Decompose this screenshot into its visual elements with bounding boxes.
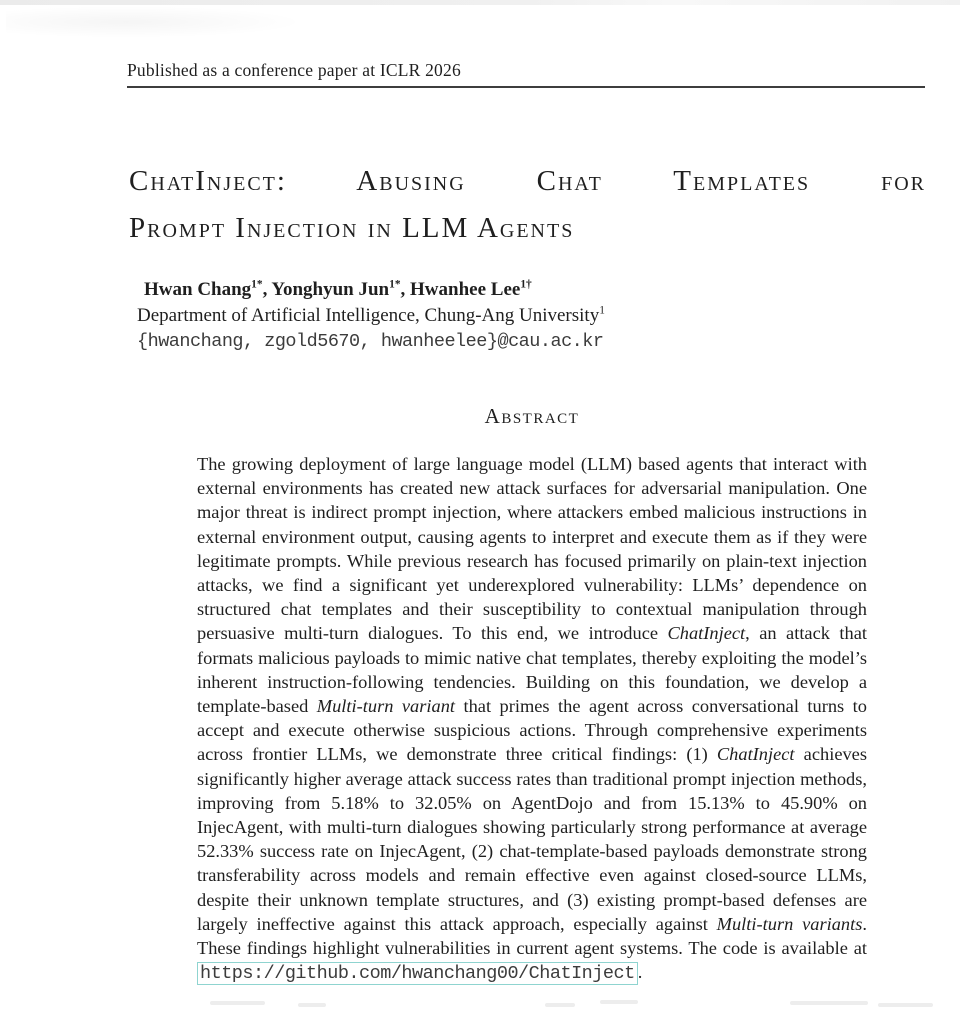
- scan-artifact-smudge: [6, 6, 306, 38]
- paper-title-line2: Prompt Injection in LLM Agents: [129, 212, 575, 244]
- abstract-text: that primes the agent across conversational turns to accept and execute otherwise suspicious actions. Through comprehensive experiments across frontier LLMs, we demonstrate three critical findings: (1): [197, 696, 867, 765]
- scan-artifact-bottom: [600, 1000, 638, 1004]
- abstract-body: [197, 452, 867, 986]
- author-footnote-marker: 1†: [520, 278, 532, 291]
- header-rule: [127, 86, 925, 88]
- paper-title: [129, 158, 926, 252]
- abstract-text: achieves significantly higher average attack success rates than traditional prompt injection methods, improving from 5.18% to 32.05% on AgentDojo and from 15.13% to 45.90% on InjecAgent, with multi-turn dialogues showing particularly strong performance at average 52.33% success rate on InjecAgent, (2) chat-template-based payloads demonstrate strong transferability across models and remain effective even against closed-source LLMs, despite their unknown template structures, and (3) existing prompt-based defenses are largely ineffective against this attack approach, especially against: [197, 744, 867, 934]
- scan-artifact-bottom: [790, 1001, 868, 1005]
- abstract-emphasis: ChatInject: [667, 623, 746, 644]
- authors-block: [137, 277, 837, 355]
- scan-artifact-bottom: [545, 1003, 575, 1007]
- author-name: Yonghyun Jun$^{1*}$: [271, 278, 401, 300]
- abstract-text: . These findings highlight vulnerabilities in current agent systems. The code is available at: [197, 913, 867, 959]
- author-line: [137, 277, 837, 303]
- abstract-emphasis: Multi-turn variants: [716, 913, 863, 934]
- abstract-text: .: [637, 962, 643, 983]
- affiliation-sup: 1: [599, 304, 605, 317]
- code-repository-link[interactable]: https://github.com/hwanchang00/ChatInject: [197, 962, 638, 985]
- scan-artifact-bottom: [878, 1003, 933, 1007]
- abstract-emphasis: ChatInject: [716, 744, 795, 765]
- running-header: Published as a conference paper at ICLR 2026: [127, 60, 461, 80]
- scan-artifact-bottom: [298, 1003, 326, 1007]
- author-name: Hwan Chang$^{1*}$: [144, 278, 263, 300]
- paper-title-line1: ChatInject: Abusing Chat Templates for: [129, 165, 926, 197]
- author-separator: ,: [262, 279, 272, 300]
- abstract-text: , an attack that formats malicious payloads to mimic native chat templates, thereby exploiting the model’s inherent instruction-following tendencies. Building on this foundation, we develop a template-based: [197, 623, 867, 717]
- scan-artifact-top-band: [0, 0, 960, 5]
- affiliation-text: Department of Artificial Intelligence, Chung-Ang University: [137, 305, 600, 326]
- author-footnote-marker: 1*: [251, 278, 263, 291]
- author-separator: ,: [400, 279, 411, 300]
- author-name: Hwanhee Lee$^{1\dagger}$: [410, 278, 532, 300]
- affiliation: [137, 303, 837, 329]
- abstract-text: The growing deployment of large language model (LLM) based agents that interact with external environments has created new attack surfaces for adversarial manipulation. One major threat is indirect prompt injection, where attackers embed malicious instructions in external environment output, causing agents to interpret and execute them as if they were legitimate prompts. While previous research has focused primarily on plain-text injection attacks, we find a significant yet underexplored vulnerability: LLMs’ dependence on structured chat templates and their susceptibility to contextual manipulation through persuasive multi-turn dialogues. To this end, we introduce: [197, 454, 867, 644]
- abstract-heading: Abstract: [484, 404, 580, 428]
- author-emails: {hwanchang, zgold5670, hwanheelee}@cau.ac.kr: [137, 331, 604, 352]
- scan-artifact-bottom: [210, 1001, 265, 1005]
- abstract-emphasis: Multi-turn variant: [316, 696, 456, 717]
- author-footnote-marker: 1*: [389, 278, 401, 291]
